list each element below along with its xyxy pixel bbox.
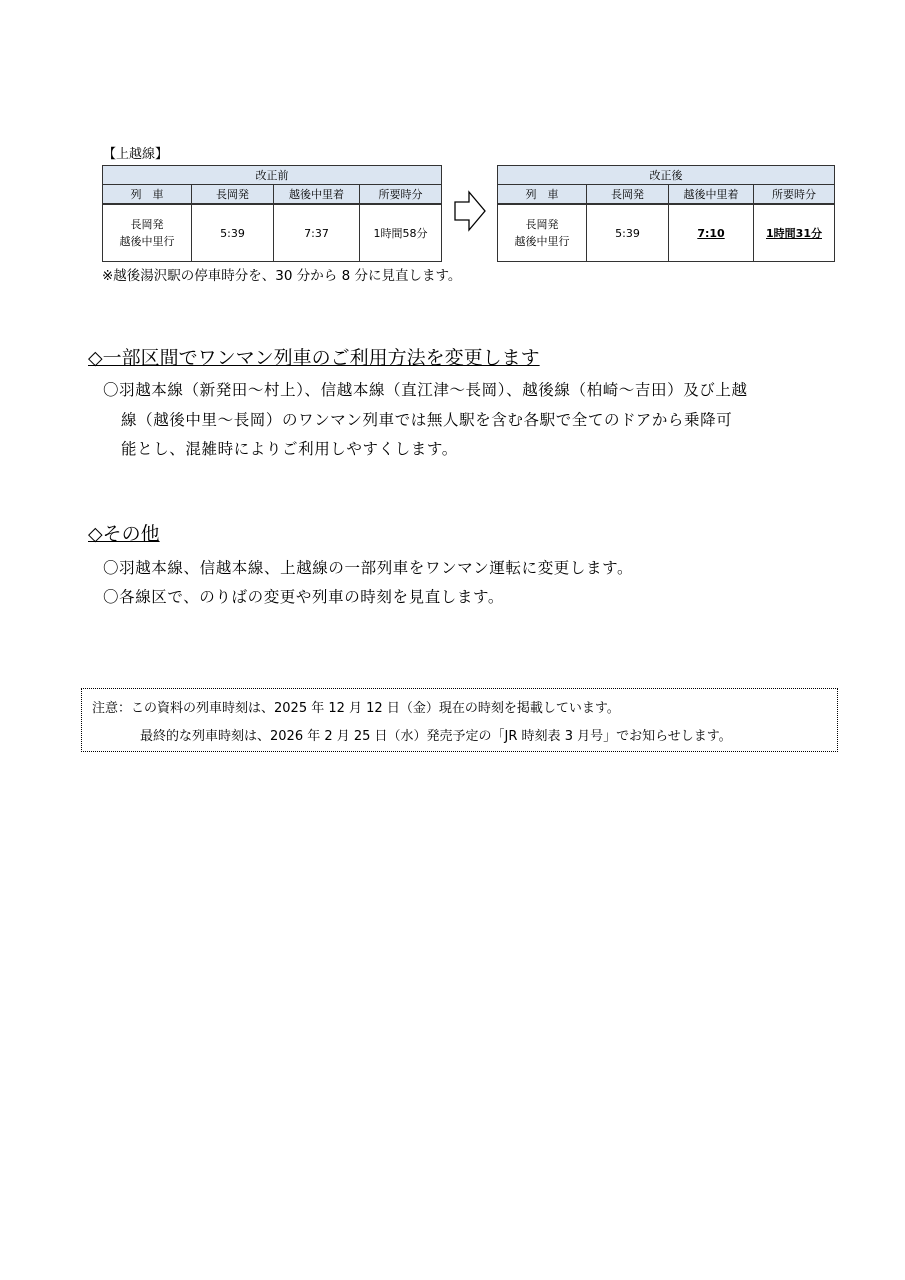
paragraph-line: 能とし、混雑時によりご利用しやすくします。 — [121, 440, 458, 458]
header-dep: 長岡発 — [587, 185, 669, 205]
cell-dep: 5:39 — [587, 204, 669, 262]
cell-arr: 7:37 — [274, 204, 360, 262]
header-train: 列 車 — [498, 185, 587, 205]
caption: 改正後 — [498, 166, 835, 185]
section-heading: ◇一部区間でワンマン列車のご利用方法を変更します — [88, 347, 540, 369]
cell-duration: 1時間31分 — [754, 204, 835, 262]
arrow-right-icon — [453, 190, 487, 232]
cell-train: 長岡発 越後中里行 — [103, 204, 192, 262]
header-duration: 所要時分 — [754, 185, 835, 205]
cell-train: 長岡発 越後中里行 — [498, 204, 587, 262]
paragraph-line: 線（越後中里～長岡）のワンマン列車では無人駅を含む各駅で全てのドアから乗降可 — [121, 411, 733, 429]
cell-duration: 1時間58分 — [360, 204, 442, 262]
cell-dep: 5:39 — [192, 204, 274, 262]
paragraph-line: 〇各線区で、のりばの変更や列車の時刻を見直します。 — [103, 588, 504, 606]
paragraph-line: 〇羽越本線（新発田～村上）、信越本線（直江津～長岡）、越後線（柏崎～吉田）及び上越 — [103, 381, 748, 399]
caption: 改正前 — [103, 166, 442, 185]
cell-arr: 7:10 — [669, 204, 754, 262]
header-dep: 長岡発 — [192, 185, 274, 205]
header-arr: 越後中里着 — [669, 185, 754, 205]
notice-line: 最終的な列車時刻は、2026 年 2 月 25 日（水）発売予定の「JR 時刻表 3 月号」でお知らせします。 — [140, 729, 732, 744]
table-note: ※越後湯沢駅の停車時分を、30 分から 8 分に見直します。 — [102, 268, 462, 284]
section-heading: ◇その他 — [88, 523, 160, 545]
header-duration: 所要時分 — [360, 185, 442, 205]
notice-line: 注意：この資料の列車時刻は、2025 年 12 月 12 日（金）現在の時刻を掲載しています。 — [92, 701, 620, 716]
timetable-before — [102, 165, 442, 262]
header-train: 列 車 — [103, 185, 192, 205]
timetable-after — [497, 165, 835, 262]
table-title: 【上越線】 — [103, 147, 169, 162]
header-arr: 越後中里着 — [274, 185, 360, 205]
paragraph-line: 〇羽越本線、信越本線、上越線の一部列車をワンマン運転に変更します。 — [103, 559, 634, 577]
notice-box — [81, 688, 838, 752]
